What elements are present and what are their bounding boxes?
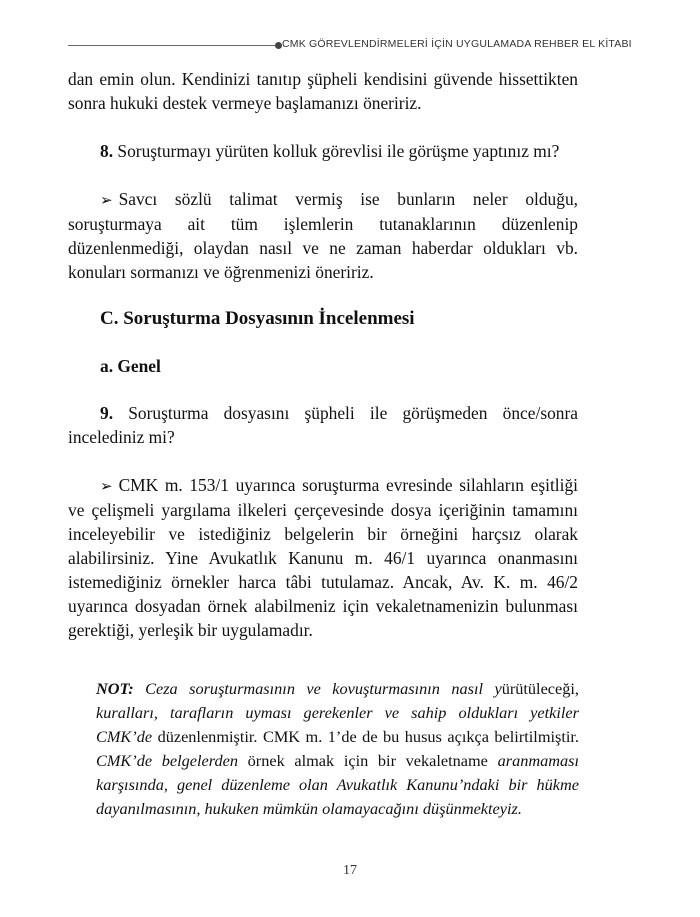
question-text: Soruşturma dosyasını şüpheli ile görüşmeden önce/sonra incelediniz mi? xyxy=(68,403,578,447)
section-heading: C. Soruşturma Dosyasının İncelenmesi xyxy=(100,308,415,329)
bullet-text: Savcı sözlü talimat vermiş ise bunların neler olduğu, soruşturmaya ait tüm işlemlerin tutanaklarının düzenlenip düzenlenmediği, olaydan nasıl ve ne zaman haberdar oldukları vb. konuları sormanızı ve öğrenmenizi öneririz. xyxy=(68,189,578,282)
question-number: 8. xyxy=(100,141,114,161)
note-text-upright: örnek almak için bir vekaletname xyxy=(247,751,488,770)
note-text-upright: düzenlenmiştir. CMK m. 1’de de bu husus açıkça belirtilmiştir. xyxy=(157,727,579,746)
arrow-bullet-icon: ➢ xyxy=(100,477,113,495)
note-text-upright: ürütüleceği, xyxy=(501,679,579,698)
question-number: 9. xyxy=(100,403,114,423)
page-body xyxy=(68,67,578,642)
subsection-heading: a. Genel xyxy=(100,356,161,376)
running-header: CMK GÖREVLENDİRMELERİ İÇİN UYGULAMADA REHBER EL KİTABI xyxy=(282,38,632,50)
paragraph-continuation: dan emin olun. Kendinizi tanıtıp şüpheli kendisini güvende hissettikten sonra hukuki destek vermeye başlamanızı öneririz. xyxy=(68,69,578,113)
question-8 xyxy=(68,139,578,163)
note-text-italic: CMK’de belgelerden xyxy=(96,751,238,770)
note-text-italic: kuralları, tarafların uyması gerekenler ve sahip oldukları yetkiler CMK’de xyxy=(96,703,579,746)
question-9 xyxy=(68,401,578,449)
bullet-paragraph xyxy=(68,473,578,642)
header-rule xyxy=(68,45,276,46)
arrow-bullet-icon: ➢ xyxy=(100,191,113,209)
note-label: NOT: xyxy=(96,679,134,698)
note-text-italic: aranmaması karşısında, genel düzenleme olan Avukatlık Kanunu’ndaki bir hükme dayanılmasının, hukuken mümkün olamayacağını düşünmekteyiz. xyxy=(96,751,580,818)
header-bullet-dot xyxy=(275,42,282,49)
question-text: Soruşturmayı yürüten kolluk görevlisi ile görüşme yaptınız mı? xyxy=(117,141,560,161)
bullet-paragraph xyxy=(68,187,578,284)
bullet-text: CMK m. 153/1 uyarınca soruşturma evresinde silahların eşitliği ve çelişmeli yargılama ilkeleri çerçevesinde dosya içeriğinin tamamını inceleyebilir ve istediğiniz belgelerin bir örneğini harçsız olarak alabilirsiniz. Yine Avukatlık Kanunu m. 46/1 uyarınca onanmasını istemediğiniz örnekler harca tâbi tutulamaz. Ancak, Av. K. m. 46/2 uyarınca dosyadan örnek alabilmeniz için vekaletnamenizin bulunması gerektiği, yerleşik bir uygulamadır. xyxy=(68,475,578,640)
note-text-italic: Ceza soruşturmasının ve kovuşturmasının nasıl y xyxy=(145,679,502,698)
page-number: 17 xyxy=(343,863,357,878)
note-block xyxy=(96,677,579,821)
